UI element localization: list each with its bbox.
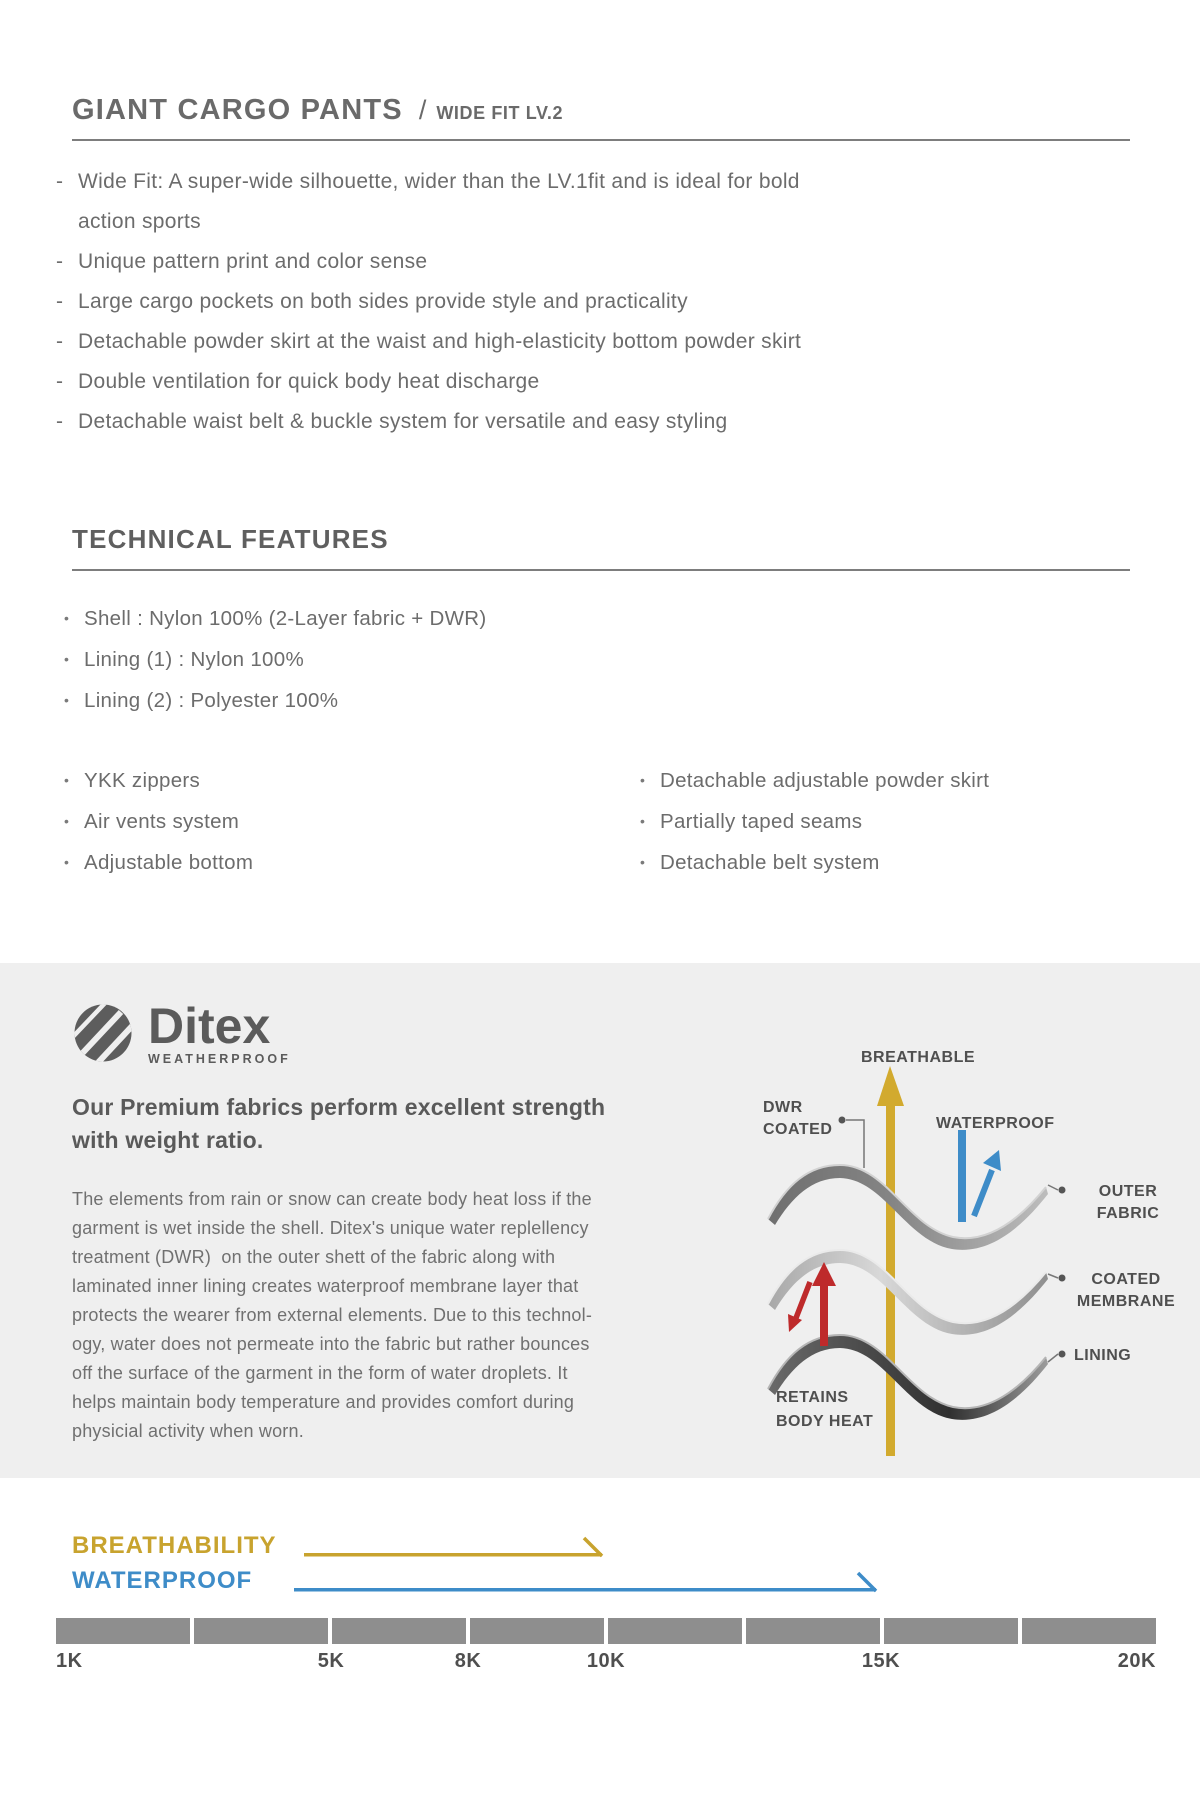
material-item: • Lining (1) : Nylon 100% [64,639,487,680]
scale-segment [1022,1618,1156,1644]
material-item: • Lining (2) : Polyester 100% [64,680,487,721]
scale-tick: 10K [586,1650,626,1672]
feature-text: Detachable waist belt & buckle system for versatile and easy styling [78,410,728,433]
dwr-connector-line [846,1120,864,1168]
scale-tick: 5K [317,1650,345,1672]
dash-bullet [56,322,78,362]
section-title-technical-features: TECHNICAL FEATURES [72,524,389,554]
fabric-layers-diagram [740,1020,1200,1478]
scale-segment [194,1618,328,1644]
breathability-line [296,1536,616,1562]
panel-heading-line: with weight ratio. [72,1127,264,1153]
feature-text: Wide Fit: A super-wide silhouette, wider than the LV.1fit and is ideal for bold [78,170,800,193]
ditex-logo-icon [72,1002,134,1064]
feature-list [56,162,1146,442]
tech-item: • Air vents system [64,801,253,842]
outer-connector-dot [1059,1187,1066,1194]
feature-text: Double ventilation for quick body heat discharge [78,370,540,393]
dwr-connector-dot [839,1117,846,1124]
label-body-heat: BODY HEAT [776,1413,874,1430]
label-breathable: BREATHABLE [860,1049,976,1066]
label-lining: LINING [1074,1347,1132,1364]
rating-scale-bar [56,1618,1156,1644]
tech-item: • Detachable adjustable powder skirt [640,760,989,801]
label-retains: RETAINS [776,1389,849,1406]
membrane-connector-dot [1059,1275,1066,1282]
panel-heading-line: Our Premium fabrics perform excellent strength [72,1094,606,1120]
scale-segment [332,1618,466,1644]
waterproof-line [280,1571,890,1597]
product-name: GIANT CARGO PANTS [72,94,403,126]
label-dwr: DWR [763,1099,803,1116]
scale-tick: 1K [56,1650,83,1672]
scale-segment [56,1618,190,1644]
waterproof-arrow-shaft [958,1130,966,1222]
fit-label: WIDE FIT LV.2 [436,103,564,123]
outer-connector-line [1048,1185,1058,1190]
tech-item: • Adjustable bottom [64,842,253,883]
feature-item [56,162,1146,242]
tech-list-left [64,760,253,883]
label-waterproof: WATERPROOF [936,1115,1055,1132]
feature-text: Large cargo pockets on both sides provide style and practicality [78,290,688,313]
dash-bullet [56,282,78,322]
label-outer: OUTER [1098,1183,1158,1200]
label-fabric: FABRIC [1096,1205,1160,1222]
feature-text: Unique pattern print and color sense [78,250,428,273]
page-title-block [72,94,1130,141]
tech-item: • YKK zippers [64,760,253,801]
page-title [72,94,1130,127]
feature-item [56,282,1146,322]
breathable-arrow [877,1066,904,1456]
scale-segment [608,1618,742,1644]
waterproof-bounce-arrow [974,1150,1001,1216]
scale-tick: 15K [861,1650,901,1672]
waterproof-label: WATERPROOF [72,1567,253,1594]
dash-bullet [56,402,78,442]
brand-tagline: WEATHERPROOF [148,1052,291,1066]
scale-segment [746,1618,880,1644]
technical-features-header [72,524,1130,571]
coated-membrane-layer [768,1250,1048,1335]
dash-bullet [56,362,78,402]
brand-name: Ditex [148,998,271,1054]
feature-text: Detachable powder skirt at the waist and high-elasticity bottom powder skirt [78,330,802,353]
scale-segment [884,1618,1018,1644]
dash-bullet [56,162,78,242]
feature-item [56,242,1146,282]
title-separator: / [418,95,427,125]
label-coated: COATED [763,1121,833,1138]
membrane-connector-line [1048,1274,1058,1278]
panel-body-text: The elements from rain or snow can create body heat loss if the garment is wet inside the shell. Ditex's unique water replellency treatment (DWR) on the outer shett of the fabric along with laminated inner lining creates waterproof membrane layer that protects the wearer from external elements. Due to this technol- ogy, water does not permeate into the fabric but rather bounces off the surface of the garment in the form of water droplets. It helps maintain body temperature and provides comfort during physicial activity when worn. [72,1189,593,1441]
lining-layer [768,1335,1048,1420]
breathability-label: BREATHABILITY [72,1532,277,1559]
scale-segment [470,1618,604,1644]
lining-connector-line [1048,1354,1058,1362]
scale-tick: 8K [454,1650,482,1672]
scale-tick: 20K [1117,1650,1156,1672]
tech-list-right [640,760,989,883]
tech-item: • Partially taped seams [640,801,989,842]
materials-list [64,598,487,721]
outer-fabric-layer [768,1165,1048,1250]
material-item: • Shell : Nylon 100% (2-Layer fabric + DWR) [64,598,487,639]
panel-heading [72,1091,605,1157]
feature-item [56,322,1146,362]
label-membrane: MEMBRANE [1076,1293,1176,1310]
tech-item: • Detachable belt system [640,842,989,883]
ditex-logo [72,998,291,1066]
ditex-panel [0,963,1200,1478]
label-coated-2: COATED [1091,1271,1161,1288]
feature-item [56,402,1146,442]
dash-bullet [56,242,78,282]
feature-text-wrap: action sports [78,210,201,233]
feature-item [56,362,1146,402]
lining-connector-dot [1059,1351,1066,1358]
